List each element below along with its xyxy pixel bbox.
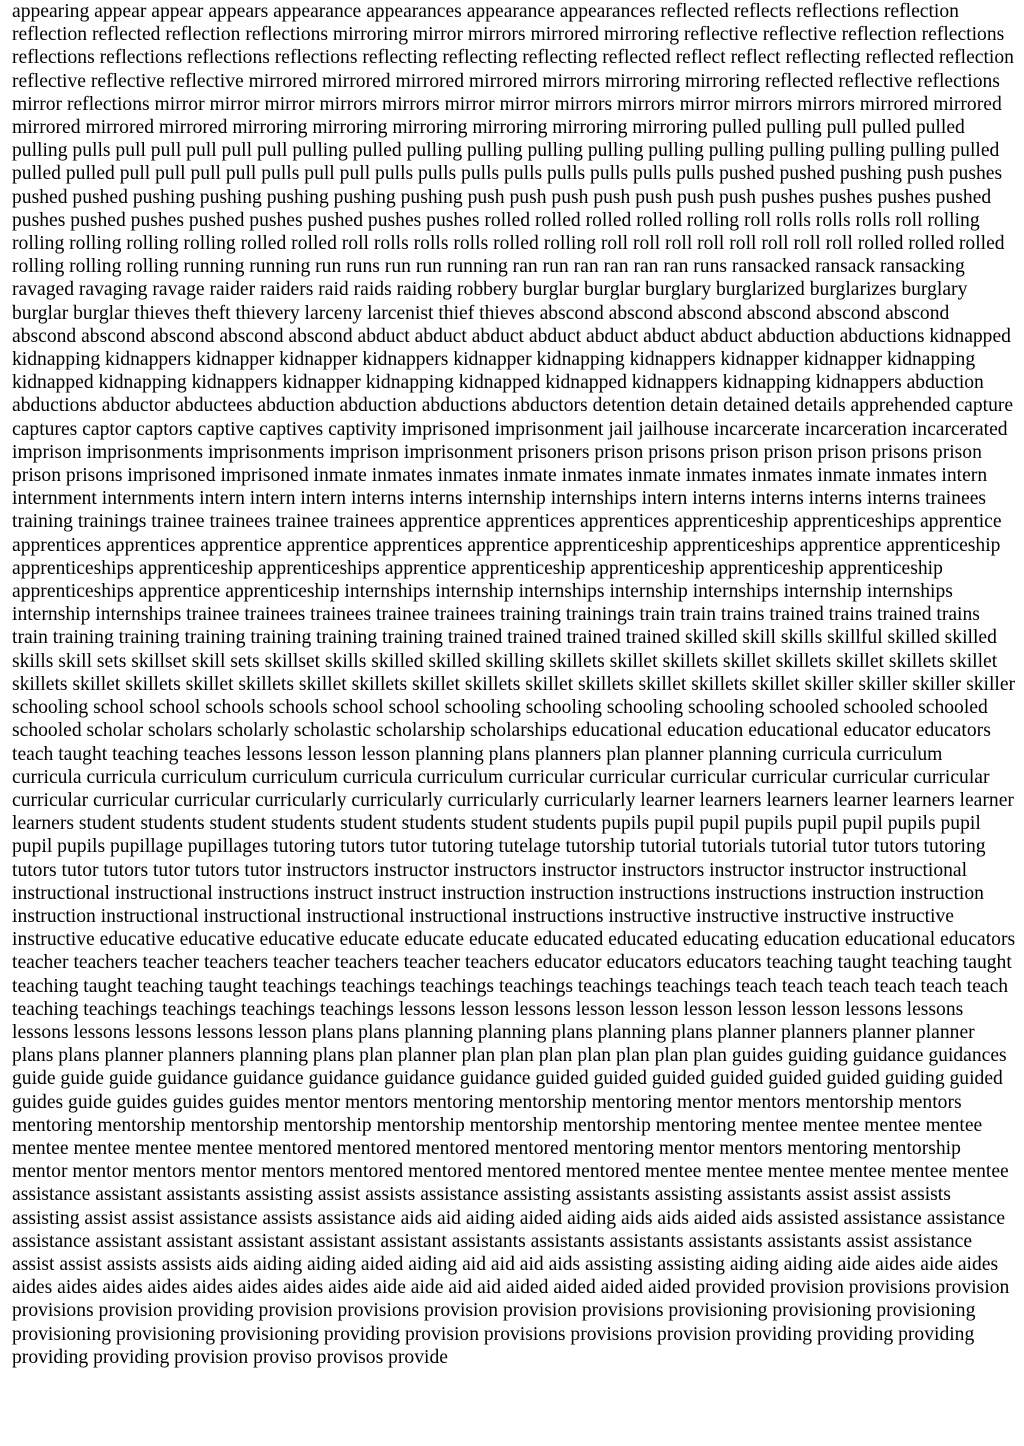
body-text: appearing appear appear appears appearance appearances appearance appearances reflected reflects reflections reflection reflection reflected reflection reflections mirroring mirror mirrors mirrored mirroring reflective reflective reflection reflections reflections reflections reflections reflections reflecting reflecting reflecting reflected reflect reflect reflecting reflected reflection reflective reflective reflective mirrored mirrored mirrored mirrored mirrors mirroring mirroring reflected reflective reflections mirror reflections mirror mirror mirror mirrors mirrors mirror mirror mirrors mirrors mirror mirrors mirrors mirrored mirrored mirrored mirrored mirrored mirroring mirroring mirroring mirroring mirroring mirroring pulled pulling pull pulled pulled pulling pulls pull pull pull pull pull pulling pulled pulling pulling pulling pulling pulling pulling pulling pulling pulling pulled pulled pulled pull pull pull pull pulls pull pull pulls pulls pulls pulls pulls pulls pulls pulls pushed pushed pushing push pushes pushed pushed pushing pushing pushing pushing pushing push push push push push push push pushes pushes pushes pushed pushes pushed pushes pushed pushes pushed pushes pushes rolled rolled rolled rolled rolling roll rolls rolls rolls roll rolling rolling rolling rolling rolling rolled rolled roll rolls rolls rolls rolled rolling roll roll roll roll roll roll roll roll rolled rolled rolled rolling rolling rolling running running run runs run run running ran run ran ran ran ran runs ransacked ransack ransacking ravaged ravaging ravage raider raiders raid raids raiding robbery burglar burglar burglary burglarized burglarizes burglary burglar burglar thieves theft thievery larceny larcenist thief thieves abscond abscond abscond abscond abscond abscond abscond abscond abscond abscond abscond abduct abduct abduct abduct abduct abduct abduct abduction abductions kidnapped kidnapping kidnappers kidnapper kidnapper kidnappers kidnapper kidnapping kidnappers kidnapper kidnapper kidnapping kidnapped kidnapping kidnappers kidnapper kidnapping kidnapped kidnapped kidnappers kidnapping kidnappers abduction abductions abductor abductees abduction abduction abductions abductors detention detain detained details apprehended capture captures captor captors captive captives captivity imprisoned imprisonment jail jailhouse incarcerate incarceration incarcerated imprison imprisonments imprisonments imprison imprisonment prisoners prison prisons prison prison prison prisons prison prison prisons imprisoned imprisoned inmate inmates inmates inmate inmates inmate inmates inmates inmate inmates intern internment internments intern intern intern interns interns internship internships intern interns interns interns interns trainees training trainings trainee trainees trainee trainees apprentice apprentices apprentices apprenticeship apprenticeships apprentice apprentices apprentices apprentice apprentice apprentices apprentice apprenticeship apprenticeships apprentice apprenticeship apprenticeships apprenticeship apprenticeships apprentice apprenticeship apprenticeship apprenticeship apprenticeship apprenticeships apprentice apprenticeship internships internship internships internship internships internship internships internship internships trainee trainees trainees trainee trainees training trainings train train trains trained trains trained trains train training training training training training training trained trained trained trained skilled skill skills skillful skilled skilled skills skill sets skillset skill sets skillset skills skilled skilled skilling skillets skillet skillets skillet skillets skillet skillets skillet skillets skillet skillets skillet skillets skillet skillets skillet skillets skillet skillets skillet skillets skillet skiller skiller skiller skiller schooling school school schools schools school school schooling schooling schooling schooling schooled schooled schooled schooled scholar scholars scholarly scholastic scholarship scholarships educational education educational educator educators teach taught teaching teaches lessons lesson lesson planning plans planners plan planner planning curricula curriculum curricula curricula curriculum curriculum curricula curriculum curricular curricular curricular curricular curricular curricular curricular curricular curricular curricularly curricularly curricularly curricularly learner learners learners learner learners learner learners student students student students student students student students pupils pupil pupil pupils pupil pupil pupils pupil pupil pupils pupillage pupillages tutoring tutors tutor tutoring tutelage tutorship tutorial tutorials tutorial tutor tutors tutoring tutors tutor tutors tutor tutors tutor instructors instructor instructors instructor instructors instructor instructor instructional instructional instructional instructions instruct instruct instruction instruction instructions instructions instruction instruction instruction instructional instructional instructional instructional instructions instructive instructive instructive instructive instructive educative educative educative educate educate educate educated educated educating education educational educators teacher teachers teacher teachers teacher teachers teacher teachers educator educators educators teaching taught teaching taught teaching taught teaching taught teachings teachings teachings teachings teachings teachings teach teach teach teach teach teach teaching teachings teachings teachings teachings lessons lesson lessons lesson lesson lesson lesson lesson lessons lessons lessons lessons lessons lessons lesson plans plans planning planning plans planning plans planner planners planner planner plans plans planner planners planning plans plan planner plan plan plan plan plan plan plan guides guiding guidance guidances guide guide guide guidance guidance guidance guidance guidance guided guided guided guided guided guided guiding guided guides guide guides guides guides mentor mentors mentoring mentorship mentoring mentor mentors mentorship mentors mentoring mentorship mentorship mentorship mentorship mentorship mentorship mentoring mentee mentee mentee mentee mentee mentee mentee mentee mentored mentored mentored mentored mentoring mentor mentors mentoring mentorship mentor mentor mentors mentor mentors mentored mentored mentored mentored mentee mentee mentee mentee mentee mentee assistance assistant assistants assisting assist assists assistance assisting assistants assisting assistants assist assist assists assisting assist assist assistance assists assistance aids aid aiding aided aiding aids aids aided aids assisted assistance assistance assistance assistant assistant assistant assistant assistant assistants assistants assistants assistants assistants assist assistance assist assist assists assists aids aiding aiding aided aiding aid aid aid aids assisting assisting aiding aiding aide aides aide aides aides aides aides aides aides aides aides aides aide aide aid aid aided aided aided aided provided provision provisions provision provisions provision providing provision provisions provision provision provisions provisioning provisioning provisioning provisioning provisioning provisioning providing provision provisions provisions provision providing providing providing providing providing provision proviso provisos provide <box>12 1 1016 1368</box>
